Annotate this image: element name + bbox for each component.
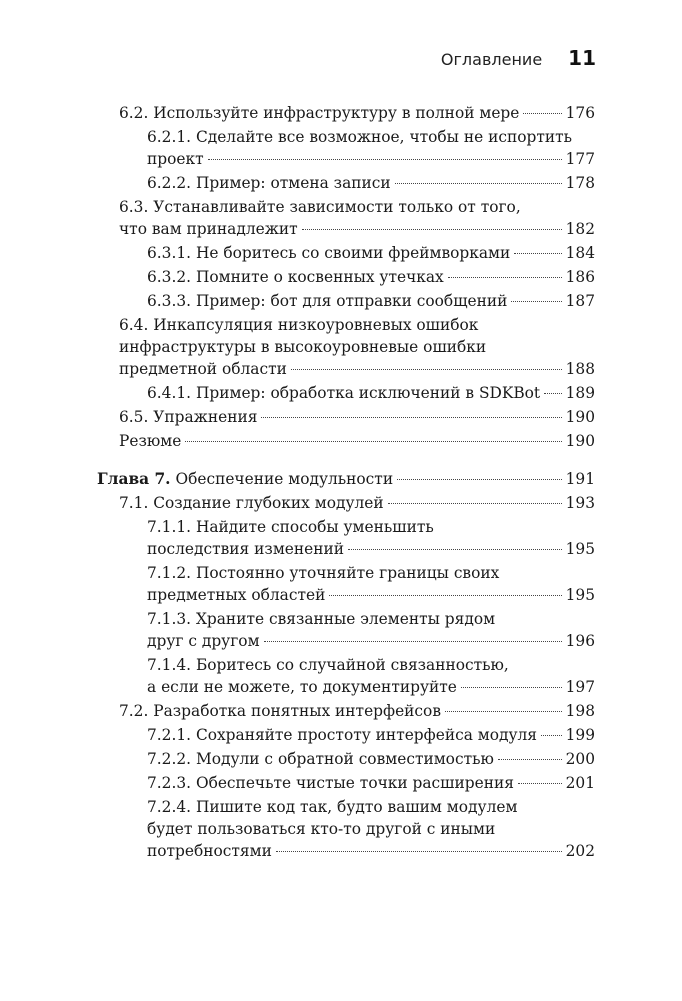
chapter-title: Обеспечение модульности	[175, 470, 394, 488]
toc-entry-leader-line	[147, 840, 595, 862]
toc-entry-line: 6.4. Инкапсуляция низкоуровневых ошибок	[119, 316, 479, 334]
dot-leader	[348, 549, 562, 550]
dot-leader	[448, 277, 562, 278]
toc-entry-title: 6.3.2. Помните о косвенных утечках	[147, 268, 444, 286]
toc-entry-leader-line	[147, 748, 595, 770]
toc-entry[interactable]	[119, 314, 595, 380]
toc-page-number: 176	[565, 104, 595, 122]
page-number: 11	[568, 46, 596, 70]
toc-page-number: 190	[565, 408, 595, 426]
toc-entry[interactable]	[119, 172, 595, 194]
toc-page-number: 193	[565, 494, 595, 512]
dot-leader	[514, 253, 561, 254]
toc-entry[interactable]	[119, 654, 595, 698]
toc-page-number: 190	[565, 432, 595, 450]
toc-page-number: 182	[565, 220, 595, 238]
toc-entry-title: проект	[147, 150, 204, 168]
running-header	[441, 46, 596, 70]
dot-leader	[461, 687, 562, 688]
toc-entry-title: что вам принадлежит	[119, 220, 298, 238]
toc-entry[interactable]	[119, 562, 595, 606]
toc-entry-title: Резюме	[119, 432, 182, 450]
toc-entry[interactable]	[119, 382, 595, 404]
toc-entry-leader-line	[147, 382, 595, 404]
toc-entry-leader-line	[119, 430, 595, 452]
toc-page-number: 195	[565, 586, 595, 604]
dot-leader	[518, 783, 562, 784]
toc-page-number: 196	[565, 632, 595, 650]
toc-entry-leader-line	[147, 630, 595, 652]
dot-leader	[185, 441, 561, 442]
dot-leader	[445, 711, 562, 712]
toc-page-number: 188	[565, 360, 595, 378]
toc-entry-title: а если не можете, то документируйте	[147, 678, 457, 696]
dot-leader	[302, 229, 562, 230]
toc-page-number: 198	[565, 702, 595, 720]
toc-page-number: 195	[565, 540, 595, 558]
toc-entry[interactable]	[119, 430, 595, 452]
table-of-contents	[97, 102, 595, 864]
toc-entry-title	[97, 468, 393, 490]
dot-leader	[541, 735, 562, 736]
toc-page-number: 189	[565, 384, 595, 402]
toc-entry-title: 6.4.1. Пример: обработка исключений в SDKBot	[147, 384, 541, 402]
dot-leader	[291, 369, 562, 370]
toc-entry-leader-line	[147, 242, 595, 264]
toc-entry[interactable]	[119, 102, 595, 124]
running-header-title: Оглавление	[440, 50, 543, 69]
toc-page-number: 197	[565, 678, 595, 696]
dot-leader	[395, 183, 562, 184]
toc-page-number: 201	[565, 774, 595, 792]
toc-entry-leader-line	[147, 538, 595, 560]
toc-entry-line: 6.3. Устанавливайте зависимости только от того,	[119, 198, 521, 216]
toc-entry[interactable]	[119, 196, 595, 240]
toc-page-number: 178	[565, 174, 595, 192]
toc-entry-title: 7.1. Создание глубоких модулей	[119, 494, 384, 512]
toc-entry[interactable]	[119, 290, 595, 312]
toc-entry-line: 7.1.1. Найдите способы уменьшить	[147, 518, 434, 536]
toc-entry-title: 7.2. Разработка понятных интерфейсов	[119, 702, 441, 720]
toc-entry-leader-line	[119, 492, 595, 514]
toc-entry-line: 7.1.2. Постоянно уточняйте границы своих	[147, 564, 500, 582]
toc-page-number: 199	[565, 726, 595, 744]
toc-entry[interactable]	[119, 772, 595, 794]
toc-page-number: 191	[565, 470, 595, 488]
dot-leader	[208, 159, 562, 160]
toc-entry-title: 7.2.3. Обеспечьте чистые точки расширения	[147, 774, 514, 792]
toc-entry-title: друг с другом	[147, 632, 260, 650]
toc-entry-line: 7.1.4. Боритесь со случайной связанностью,	[147, 656, 509, 674]
toc-page-number: 187	[565, 292, 595, 310]
dot-leader	[388, 503, 562, 504]
toc-entry[interactable]	[119, 608, 595, 652]
toc-entry-line: будет пользоваться кто-то другой с иными	[147, 820, 496, 838]
toc-page-number: 177	[565, 150, 595, 168]
toc-page-number: 202	[565, 842, 595, 860]
dot-leader	[498, 759, 562, 760]
toc-entry-leader-line	[147, 290, 595, 312]
toc-entry-leader-line	[147, 266, 595, 288]
toc-entry-title: 6.2.2. Пример: отмена записи	[147, 174, 391, 192]
toc-entry-title: 6.2. Используйте инфраструктуру в полной мере	[119, 104, 520, 122]
dot-leader	[329, 595, 561, 596]
toc-entry-leader-line	[147, 724, 595, 746]
toc-entry-leader-line	[119, 358, 595, 380]
toc-entry[interactable]	[119, 492, 595, 514]
toc-entry-line: инфраструктуры в высокоуровневые ошибки	[119, 338, 487, 356]
toc-entry-line: 7.2.4. Пишите код так, будто вашим модулем	[147, 798, 518, 816]
toc-entry-title: предметной области	[119, 360, 287, 378]
toc-entry-leader-line	[147, 772, 595, 794]
toc-entry[interactable]	[119, 266, 595, 288]
toc-entry-line: 6.2.1. Сделайте все возможное, чтобы не испортить	[147, 128, 572, 146]
toc-page-number: 186	[565, 268, 595, 286]
toc-entry-line: 7.1.3. Храните связанные элементы рядом	[147, 610, 496, 628]
toc-entry-leader-line	[119, 102, 595, 124]
toc-entry-title: 6.5. Упражнения	[119, 408, 258, 426]
toc-entry[interactable]	[119, 406, 595, 428]
toc-entry[interactable]	[119, 796, 595, 862]
toc-entry-title: предметных областей	[147, 586, 326, 604]
toc-entry[interactable]	[119, 516, 595, 560]
toc-entry-title: 7.2.2. Модули с обратной совместимостью	[147, 750, 494, 768]
dot-leader	[276, 851, 562, 852]
toc-entry-leader-line	[147, 676, 595, 698]
dot-leader	[544, 393, 562, 394]
toc-entry-leader-line	[147, 172, 595, 194]
toc-entry-title: потребностями	[147, 842, 272, 860]
dot-leader	[397, 479, 562, 480]
toc-page-number: 184	[565, 244, 595, 262]
toc-page-number: 200	[565, 750, 595, 768]
toc-entry-leader-line	[119, 218, 595, 240]
toc-entry-leader-line	[119, 406, 595, 428]
dot-leader	[511, 301, 561, 302]
dot-leader	[261, 417, 561, 418]
toc-entry-leader-line	[119, 700, 595, 722]
dot-leader	[523, 113, 561, 114]
toc-entry[interactable]	[119, 242, 595, 264]
toc-entry-title: 6.3.1. Не боритесь со своими фреймворками	[147, 244, 511, 262]
chapter-entry[interactable]	[97, 468, 595, 490]
toc-entry-leader-line	[147, 148, 595, 170]
toc-entry[interactable]	[119, 700, 595, 722]
toc-entry-title: 7.2.1. Сохраняйте простоту интерфейса модуля	[147, 726, 538, 744]
toc-entry[interactable]	[119, 126, 595, 170]
toc-entry-title: последствия изменений	[147, 540, 345, 558]
toc-entry-leader-line	[147, 584, 595, 606]
toc-entry-leader-line	[97, 468, 595, 490]
toc-entry[interactable]	[119, 748, 595, 770]
dot-leader	[264, 641, 562, 642]
chapter-label: Глава 7.	[97, 470, 171, 488]
toc-entry[interactable]	[119, 724, 595, 746]
toc-entry-title: 6.3.3. Пример: бот для отправки сообщений	[147, 292, 508, 310]
